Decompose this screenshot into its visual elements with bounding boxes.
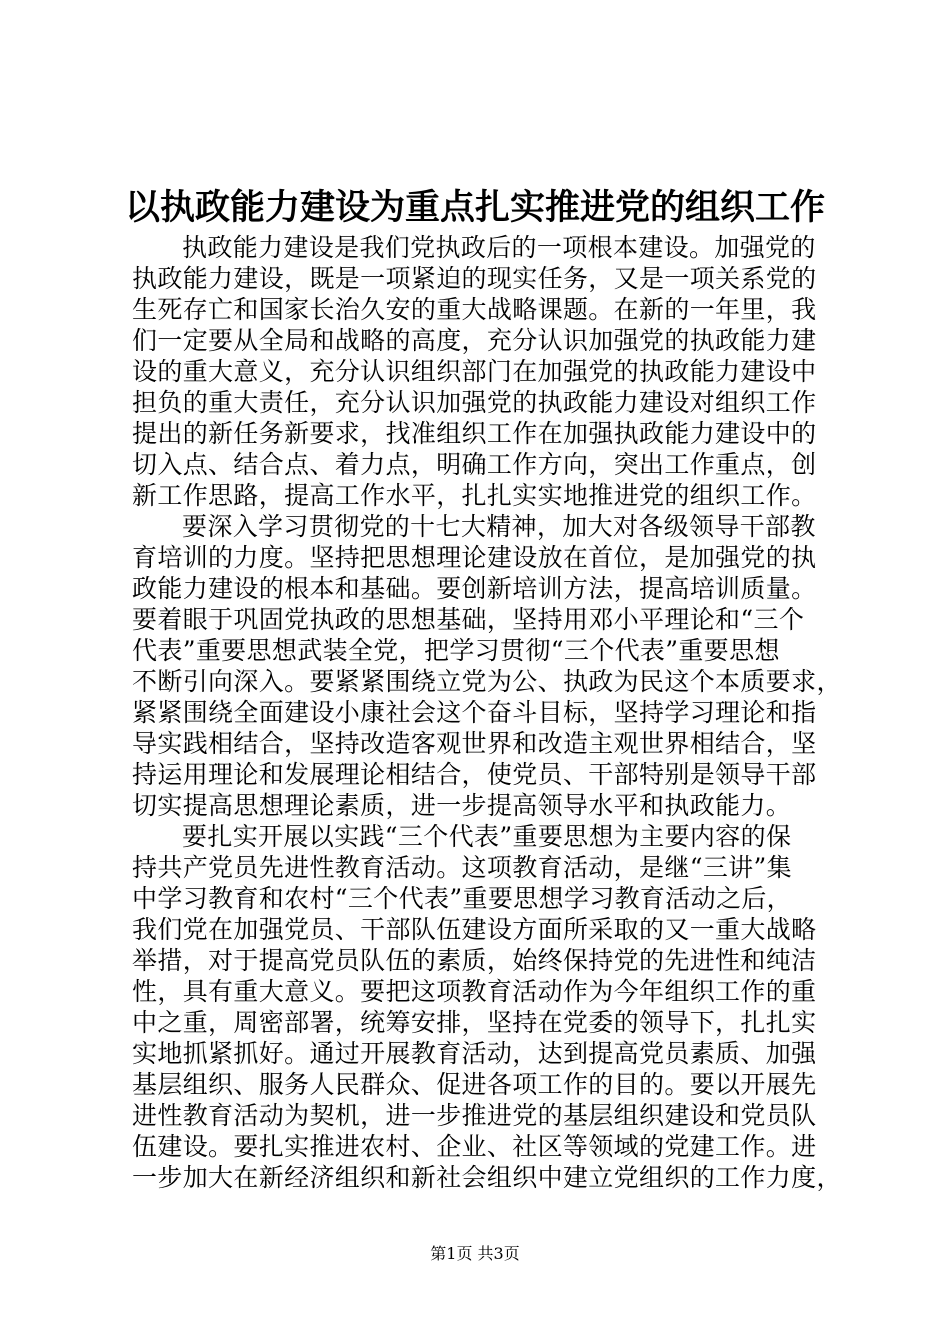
- paragraph-2-line-7: 紧紧围绕全面建设小康社会这个奋斗目标，坚持学习理论和指: [132, 698, 817, 727]
- document-body: [132, 232, 842, 1193]
- paragraph-1-line-5: 设的重大意义，充分认识组织部门在加强党的执政能力建设中: [132, 357, 817, 386]
- paragraph-2-line-6: 不断引向深入。要紧紧围绕立党为公、执政为民这个本质要求，: [132, 667, 842, 696]
- paragraph-3-line-1: 要扎实开展以实践“三个代表”重要思想为主要内容的保: [182, 822, 792, 851]
- paragraph-1-line-3: 生死存亡和国家长治久安的重大战略课题。在新的一年里，我: [132, 295, 817, 324]
- paragraph-3-line-8: 实地抓紧抓好。通过开展教育活动，达到提高党员素质、加强: [132, 1039, 817, 1068]
- paragraph-1-line-4: 们一定要从全局和战略的高度，充分认识加强党的执政能力建: [132, 326, 817, 355]
- paragraph-3-line-3: 中学习教育和农村“三个代表”重要思想学习教育活动之后，: [132, 884, 793, 913]
- paragraph-3-line-4: 我们党在加强党员、干部队伍建设方面所采取的又一重大战略: [132, 915, 817, 944]
- paragraph-1-line-9: 新工作思路，提高工作水平，扎扎实实地推进党的组织工作。: [132, 481, 817, 510]
- paragraph-2-line-5: 代表”重要思想武装全党，把学习贯彻“三个代表”重要思想: [132, 636, 780, 665]
- page-number-footer: 第1页 共3页: [430, 1244, 520, 1263]
- paragraph-3-line-7: 中之重，周密部署，统筹安排，坚持在党委的领导下，扎扎实: [132, 1008, 817, 1037]
- paragraph-3-line-2: 持共产党员先进性教育活动。这项教育活动，是继“三讲”集: [132, 853, 793, 882]
- paragraph-2-line-3: 政能力建设的根本和基础。要创新培训方法，提高培训质量。: [132, 574, 817, 603]
- paragraph-3-line-6: 性，具有重大意义。要把这项教育活动作为今年组织工作的重: [132, 977, 817, 1006]
- paragraph-1-line-8: 切入点、结合点、着力点，明确工作方向，突出工作重点，创: [132, 450, 817, 479]
- paragraph-3-line-12: 一步加大在新经济组织和新社会组织中建立党组织的工作力度，: [132, 1163, 842, 1192]
- paragraph-3-line-9: 基层组织、服务人民群众、促进各项工作的目的。要以开展先: [132, 1070, 817, 1099]
- document-title: 以执政能力建设为重点扎实推进党的组织工作: [124, 187, 825, 228]
- paragraph-2-line-1: 要深入学习贯彻党的十七大精神，加大对各级领导干部教: [182, 512, 816, 541]
- paragraph-3-line-11: 伍建设。要扎实推进农村、企业、社区等领域的党建工作。进: [132, 1132, 817, 1161]
- paragraph-3-line-5: 举措，对于提高党员队伍的素质，始终保持党的先进性和纯洁: [132, 946, 817, 975]
- paragraph-2-line-10: 切实提高思想理论素质，进一步提高领导水平和执政能力。: [132, 791, 792, 820]
- paragraph-2-line-4: 要着眼于巩固党执政的思想基础，坚持用邓小平理论和“三个: [132, 605, 805, 634]
- paragraph-1-line-1: 执政能力建设是我们党执政后的一项根本建设。加强党的: [182, 233, 816, 262]
- paragraph-1-line-6: 担负的重大责任，充分认识加强党的执政能力建设对组织工作: [132, 388, 817, 417]
- paragraph-1-line-7: 提出的新任务新要求，找准组织工作在加强执政能力建设中的: [132, 419, 817, 448]
- paragraph-2-line-2: 育培训的力度。坚持把思想理论建设放在首位，是加强党的执: [132, 543, 817, 572]
- paragraph-2-line-8: 导实践相结合，坚持改造客观世界和改造主观世界相结合，坚: [132, 729, 817, 758]
- paragraph-3-line-10: 进性教育活动为契机，进一步推进党的基层组织建设和党员队: [132, 1101, 817, 1130]
- paragraph-2-line-9: 持运用理论和发展理论相结合，使党员、干部特别是领导干部: [132, 760, 817, 789]
- paragraph-1-line-2: 执政能力建设，既是一项紧迫的现实任务，又是一项关系党的: [132, 264, 817, 293]
